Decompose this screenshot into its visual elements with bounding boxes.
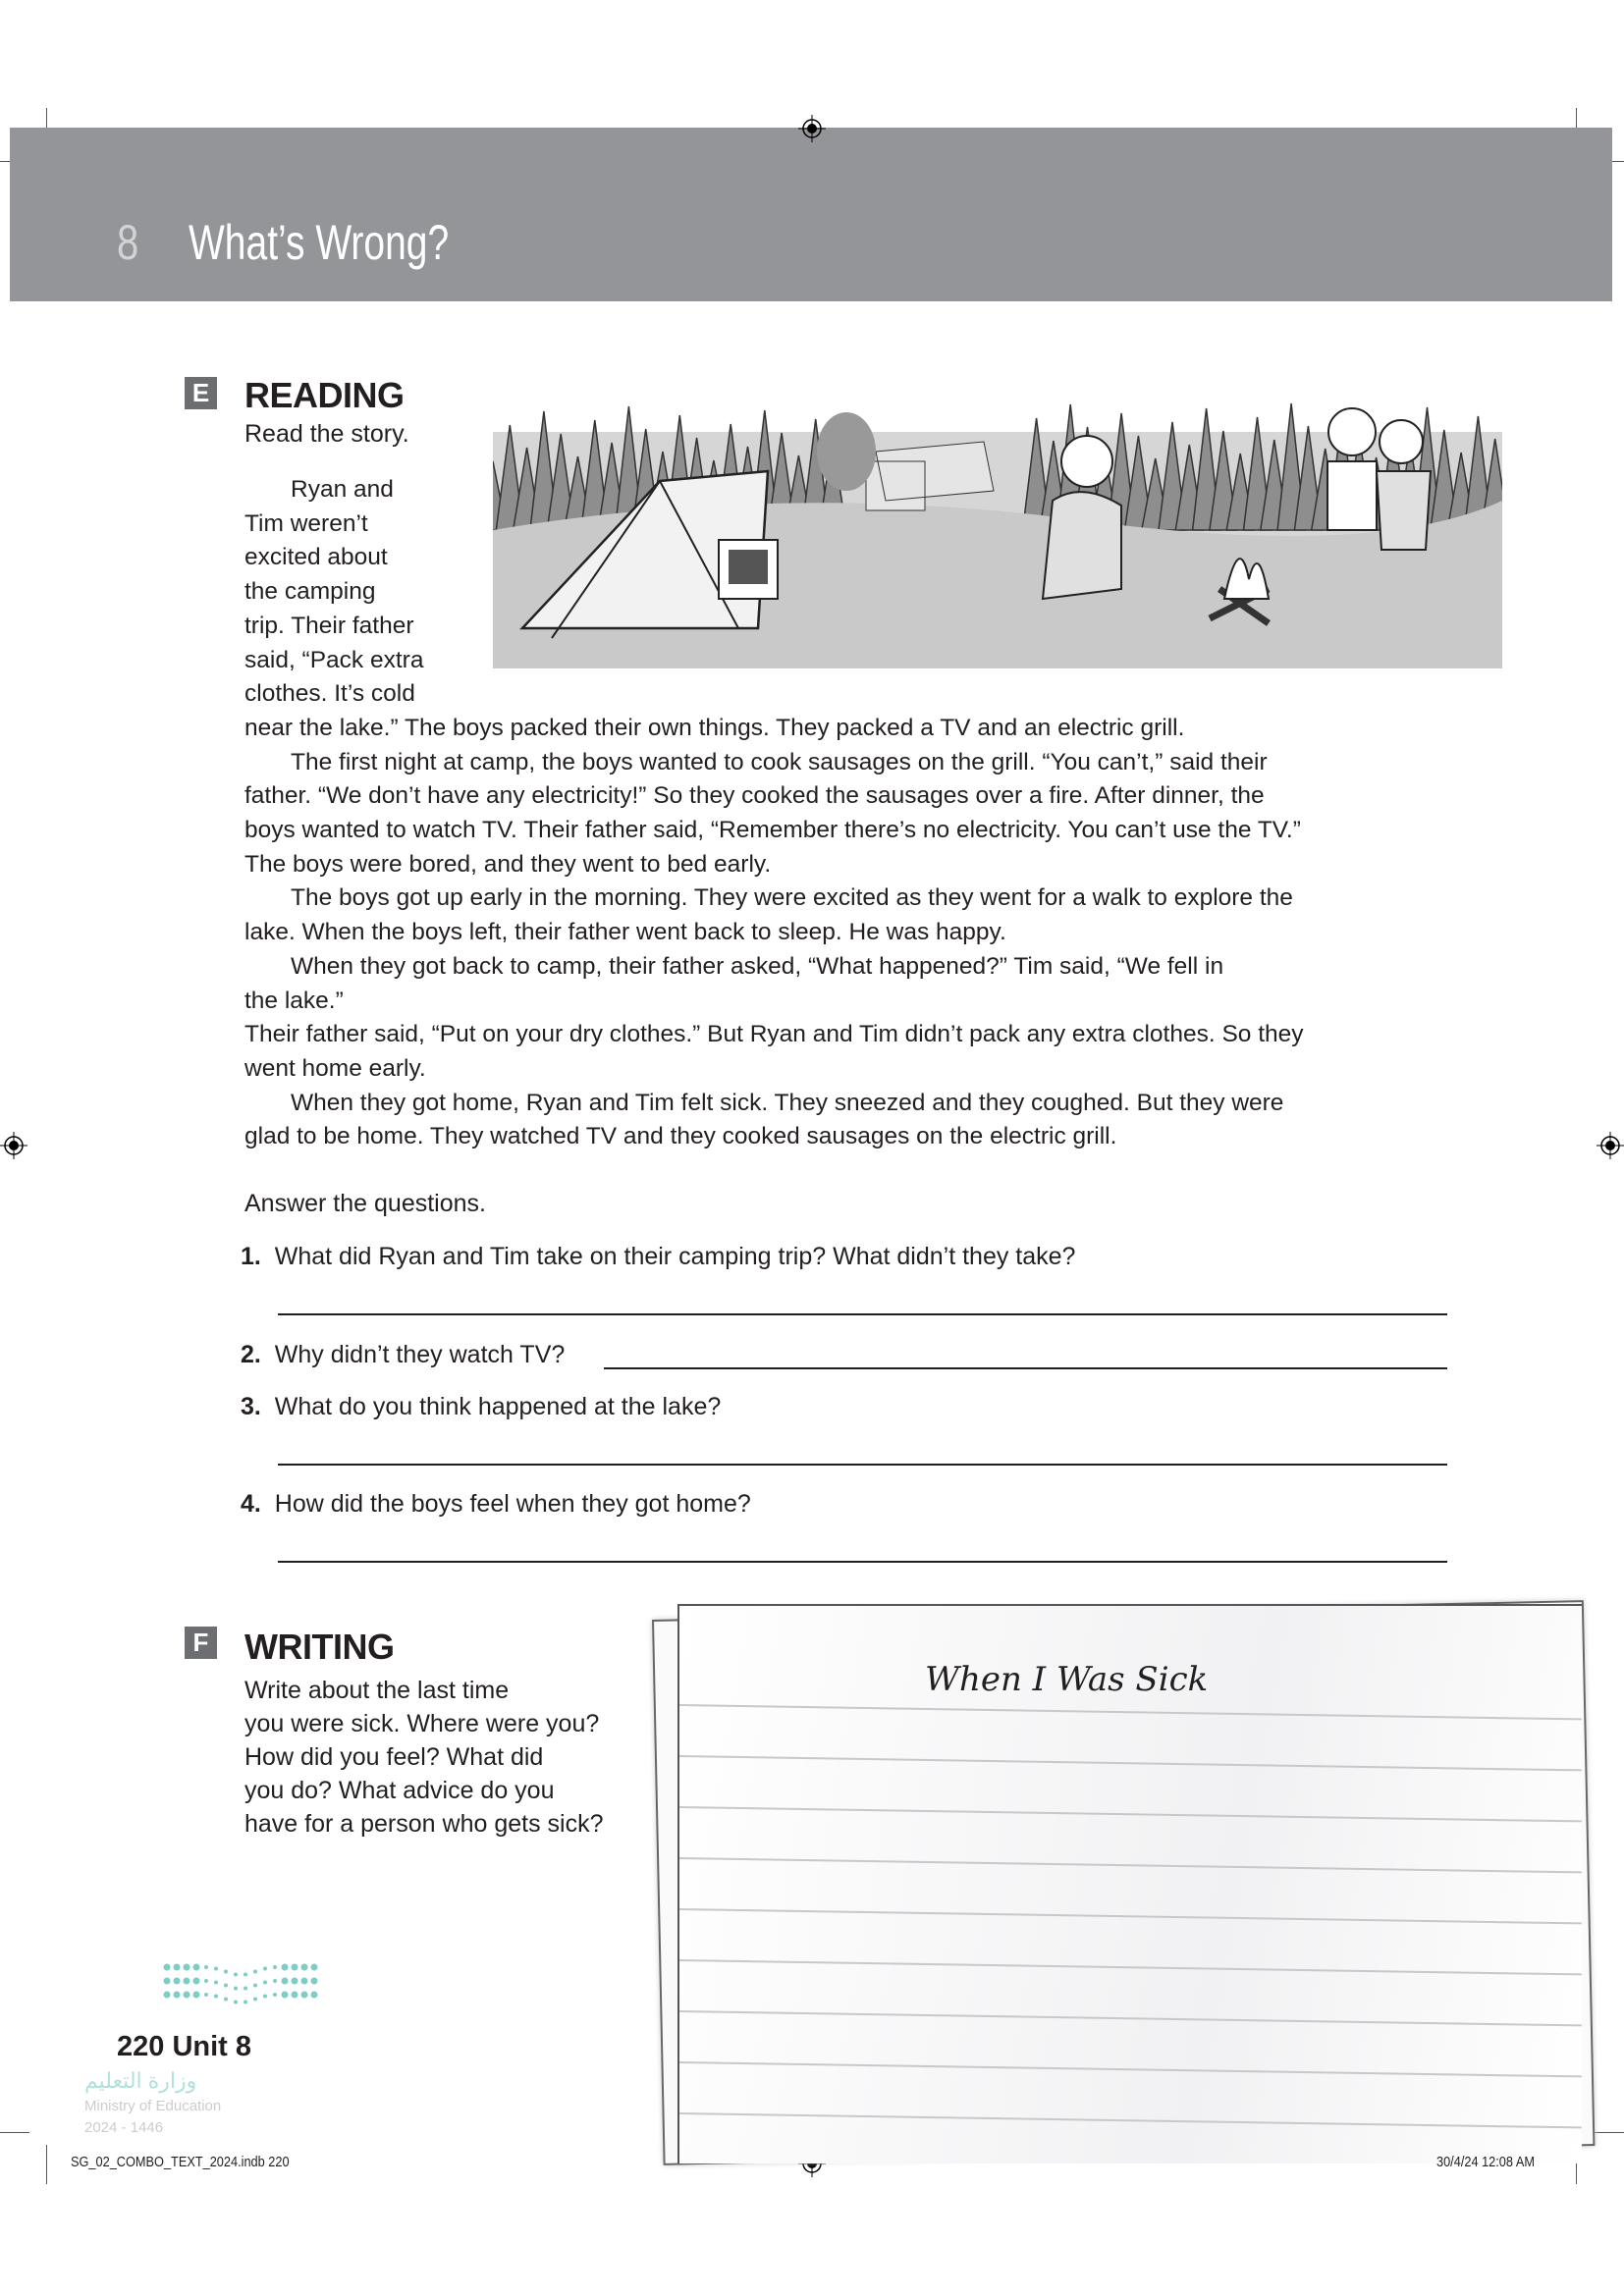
writing-rule-line xyxy=(679,1857,1582,1873)
writing-rule-line xyxy=(679,1959,1582,1975)
logo-dot xyxy=(282,1964,289,1971)
writing-rule-line xyxy=(679,2061,1582,2077)
logo-dot xyxy=(193,1992,200,1999)
logo-dot xyxy=(244,1987,247,1991)
writing-rule-line xyxy=(679,2112,1582,2128)
question-number: 2. xyxy=(241,1341,261,1368)
logo-dot xyxy=(174,1978,181,1985)
story-line: Ryan and xyxy=(291,476,394,503)
logo-dot xyxy=(224,1998,228,2002)
question-text: What do you think happened at the lake? xyxy=(274,1393,722,1420)
writing-rule-line xyxy=(679,1806,1582,1822)
story-line: lake. When the boys left, their father went back to sleep. He was happy. xyxy=(244,919,1006,946)
logo-dot xyxy=(292,1992,298,1999)
logo-year-text: 2024 - 1446 xyxy=(84,2119,164,2136)
logo-dot xyxy=(244,2001,247,2004)
story-line: the camping xyxy=(244,578,376,606)
answer-line-3[interactable] xyxy=(278,1464,1447,1466)
prompt-line: How did you feel? What did xyxy=(244,1743,544,1771)
logo-dot xyxy=(193,1978,200,1985)
unit-label: Unit 8 xyxy=(172,2031,252,2062)
logo-dot xyxy=(204,1979,208,1983)
story-line: trip. Their father xyxy=(244,612,414,639)
logo-dot xyxy=(204,1993,208,1997)
logo-dot xyxy=(214,1981,218,1985)
answer-instruction: Answer the questions. xyxy=(244,1190,486,1217)
logo-dot xyxy=(253,1998,257,2002)
story-line: Tim weren’t xyxy=(244,509,368,537)
logo-dot xyxy=(164,1964,171,1971)
logo-dot xyxy=(263,1981,267,1985)
logo-dot xyxy=(214,1995,218,1999)
question-1 xyxy=(241,1240,1075,1273)
logo-arabic-text: وزارة التعليم xyxy=(84,2068,197,2093)
crop-mark xyxy=(0,2132,29,2133)
logo-dot xyxy=(204,1965,208,1969)
question-text: How did the boys feel when they got home? xyxy=(274,1490,751,1518)
logo-dot xyxy=(311,1964,318,1971)
page-footer xyxy=(117,2030,251,2063)
logo-dot xyxy=(164,1978,171,1985)
logo-dot xyxy=(253,1984,257,1988)
question-text: Why didn’t they watch TV? xyxy=(274,1341,566,1368)
answer-line-2[interactable] xyxy=(604,1367,1447,1369)
crop-mark xyxy=(46,2145,47,2184)
camping-illustration xyxy=(493,334,1502,668)
crop-mark xyxy=(1595,2132,1624,2133)
writing-rule-line xyxy=(679,1704,1582,1720)
prompt-line: Write about the last time xyxy=(244,1677,510,1704)
answer-line-4[interactable] xyxy=(278,1561,1447,1563)
story-line: the lake.” xyxy=(244,987,344,1014)
logo-dot xyxy=(234,2001,238,2004)
logo-dot xyxy=(224,1970,228,1974)
question-4 xyxy=(241,1487,751,1521)
question-number: 4. xyxy=(241,1490,261,1518)
writing-prompt xyxy=(244,1674,603,1841)
unit-title: What’s Wrong? xyxy=(189,215,450,270)
registration-mark-icon xyxy=(0,1132,27,1159)
print-slug-file: SG_02_COMBO_TEXT_2024.indb 220 xyxy=(71,2154,290,2170)
logo-dot xyxy=(273,1965,277,1969)
logo-dot xyxy=(292,1978,298,1985)
story-line: near the lake.” The boys packed their own things. They packed a TV and an electric grill. xyxy=(244,714,1185,741)
reading-heading: READING xyxy=(244,375,405,415)
logo-dot xyxy=(224,1984,228,1988)
logo-dot xyxy=(301,1992,308,1999)
unit-number: 8 xyxy=(117,215,139,270)
prompt-line: you do? What advice do you xyxy=(244,1777,555,1804)
writing-rule-line xyxy=(679,1755,1582,1771)
story-line: went home early. xyxy=(244,1054,426,1082)
logo-dot xyxy=(311,1992,318,1999)
logo-dot xyxy=(234,1973,238,1977)
question-text: What did Ryan and Tim take on their camping trip? What didn’t they take? xyxy=(274,1243,1076,1270)
logo-dot xyxy=(184,1964,190,1971)
writing-rule-line xyxy=(679,2010,1582,2026)
logo-dot xyxy=(174,1992,181,1999)
logo-dot xyxy=(273,1979,277,1983)
logo-dot xyxy=(184,1992,190,1999)
logo-dot xyxy=(174,1964,181,1971)
ministry-logo-icon xyxy=(161,1961,320,2018)
question-number: 3. xyxy=(241,1393,261,1420)
story-line: said, “Pack extra xyxy=(244,646,424,673)
story-line: The boys got up early in the morning. They were excited as they went for a walk to explore the xyxy=(291,884,1293,912)
logo-dot xyxy=(164,1992,171,1999)
prompt-line: have for a person who gets sick? xyxy=(244,1810,604,1838)
story-line: father. “We don’t have any electricity!” So they cooked the sausages over a fire. After dinner, the xyxy=(244,782,1265,810)
section-letter-e: E xyxy=(185,377,217,409)
logo-dot xyxy=(311,1978,318,1985)
registration-mark-icon xyxy=(1597,1132,1624,1159)
logo-dot xyxy=(301,1978,308,1985)
story-line: boys wanted to watch TV. Their father said, “Remember there’s no electricity. You can’t use the TV.” xyxy=(244,817,1301,843)
logo-dot xyxy=(263,1995,267,1999)
print-slug-date: 30/4/24 12:08 AM xyxy=(1436,2154,1535,2170)
logo-dot xyxy=(292,1964,298,1971)
writing-heading: WRITING xyxy=(244,1627,395,1667)
logo-english-text: Ministry of Education xyxy=(84,2098,222,2114)
logo-dot xyxy=(244,1973,247,1977)
question-3 xyxy=(241,1390,721,1423)
story-line: The first night at camp, the boys wanted to cook sausages on the grill. “You can’t,” said their xyxy=(291,748,1268,775)
registration-mark-icon xyxy=(798,115,826,142)
prompt-line: you were sick. Where were you? xyxy=(244,1710,600,1737)
logo-dot xyxy=(184,1978,190,1985)
question-number: 1. xyxy=(241,1243,261,1270)
logo-dot xyxy=(282,1978,289,1985)
logo-dot xyxy=(301,1964,308,1971)
reading-instruction: Read the story. xyxy=(244,420,409,448)
section-letter-f: F xyxy=(185,1627,217,1659)
logo-dot xyxy=(282,1992,289,1999)
logo-dot xyxy=(263,1967,267,1971)
logo-dot xyxy=(234,1987,238,1991)
writing-paper[interactable] xyxy=(677,1604,1582,2163)
writing-rule-line xyxy=(679,1908,1582,1924)
story-line: glad to be home. They watched TV and they cooked sausages on the electric grill. xyxy=(244,1123,1117,1150)
story-line: clothes. It’s cold xyxy=(244,680,415,708)
story-line: excited about xyxy=(244,544,388,571)
logo-dot xyxy=(253,1970,257,1974)
writing-paper-title: When I Was Sick xyxy=(925,1660,1209,1699)
logo-dot xyxy=(214,1967,218,1971)
logo-dot xyxy=(273,1993,277,1997)
story-line: Their father said, “Put on your dry clothes.” But Ryan and Tim didn’t pack any extra clothes. So they xyxy=(244,1021,1304,1048)
story-line: When they got home, Ryan and Tim felt sick. They sneezed and they coughed. But they were xyxy=(291,1089,1284,1116)
answer-line-1[interactable] xyxy=(278,1313,1447,1315)
logo-dot xyxy=(193,1964,200,1971)
question-2 xyxy=(241,1338,565,1371)
page-number: 220 xyxy=(117,2031,165,2062)
story-line: The boys were bored, and they went to bed early. xyxy=(244,850,772,878)
story-line: When they got back to camp, their father asked, “What happened?” Tim said, “We fell in xyxy=(291,952,1224,980)
